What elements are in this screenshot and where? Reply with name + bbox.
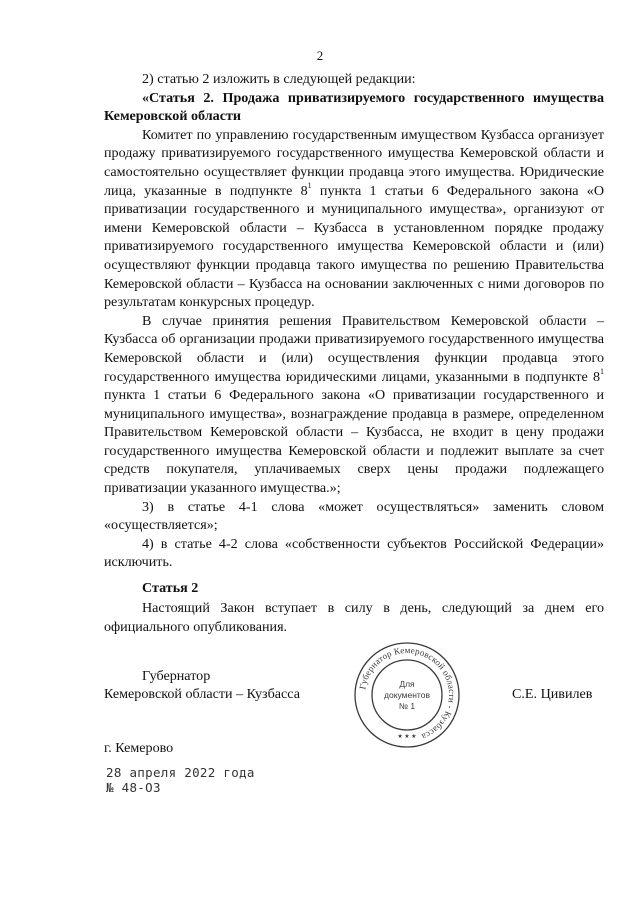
superscript: 1 [600,366,604,376]
paragraph-amendment-4: 4) в статье 4-2 слова «собственности субъектов Российской Федерации» исключить. [104,535,604,571]
page-number: 2 [316,48,324,63]
seal-ring-text: Губернатор Кемеровской области - Кузбасса [357,644,458,743]
seal-line-1: Для [399,679,415,689]
law-date: 28 апреля 2022 года [106,765,255,780]
signature-name: С.Е. Цивилев [512,686,593,702]
article-2-heading: «Статья 2. Продажа приватизируемого государственного имущества Кемеровской области [104,89,604,125]
superscript: 1 [307,180,312,190]
paragraph-amendment-2: 2) статью 2 изложить в следующей редакции: [142,71,416,87]
paragraph-amendment-3: 3) в статье 4-1 слова «может осуществляться» заменить словом «осуществляется»; [104,498,604,534]
article-2-text: Настоящий Закон вступает в силу в день, следующий за днем его официального опубликования. [104,600,604,635]
city: г. Кемерово [104,740,174,756]
article-2-title: Статья 2 [142,580,199,596]
signature-title: Губернатор [142,668,211,684]
seal-line-3: № 1 [398,701,416,711]
official-seal [352,640,462,750]
document-body [104,70,604,572]
signature-region: Кемеровской области – Кузбасса [104,686,300,702]
seal-stars: ★ ★ ★ [397,734,417,740]
paragraph-government-decision: В случае принятия решения Правительством Кемеровской области – Кузбасса об организации продажи приватизируемого государственного имущества Кемеровской области и (или) осуществления функции продавца этого государственного имущества юридическими лицами, указанными в подпункте $8^1$ пункта 1 статьи 6 Федерального закона «О приватизации государственного и муниципального имущества», вознаграждение продавца в размере, определенном Правительством Кемеровской области – Кузбасса, не входит в цену продажи государственного имущества Кемеровской области и подлежит выплате за счет средств покупателя, уплачиваемых сверх цены продажи подлежащего приватизации указанного имущества.»; [104,312,604,497]
paragraph-committee: Комитет по управлению государственным имуществом Кузбасса организует продажу приватизируемого государственного имущества Кемеровской области и самостоятельно осуществляет функции продавца этого имущества. Юридические лица, указанные в подпункте $8^1$ пункта 1 статьи 6 Федерального закона «О приватизации государственного и муниципального имущества», организуют от имени Кемеровской области – Кузбасса в установленном порядке продажу приватизируемого государственного имущества Кемеровской области и (или) осуществляют функции продавца такого имущества по решению Правительства Кемеровской области – Кузбасса на основании заключенных с ними договоров по результатам конкурсных процедур. [104,126,604,311]
law-number: № 48-ОЗ [106,780,161,795]
seal-line-2: документов [384,690,430,700]
